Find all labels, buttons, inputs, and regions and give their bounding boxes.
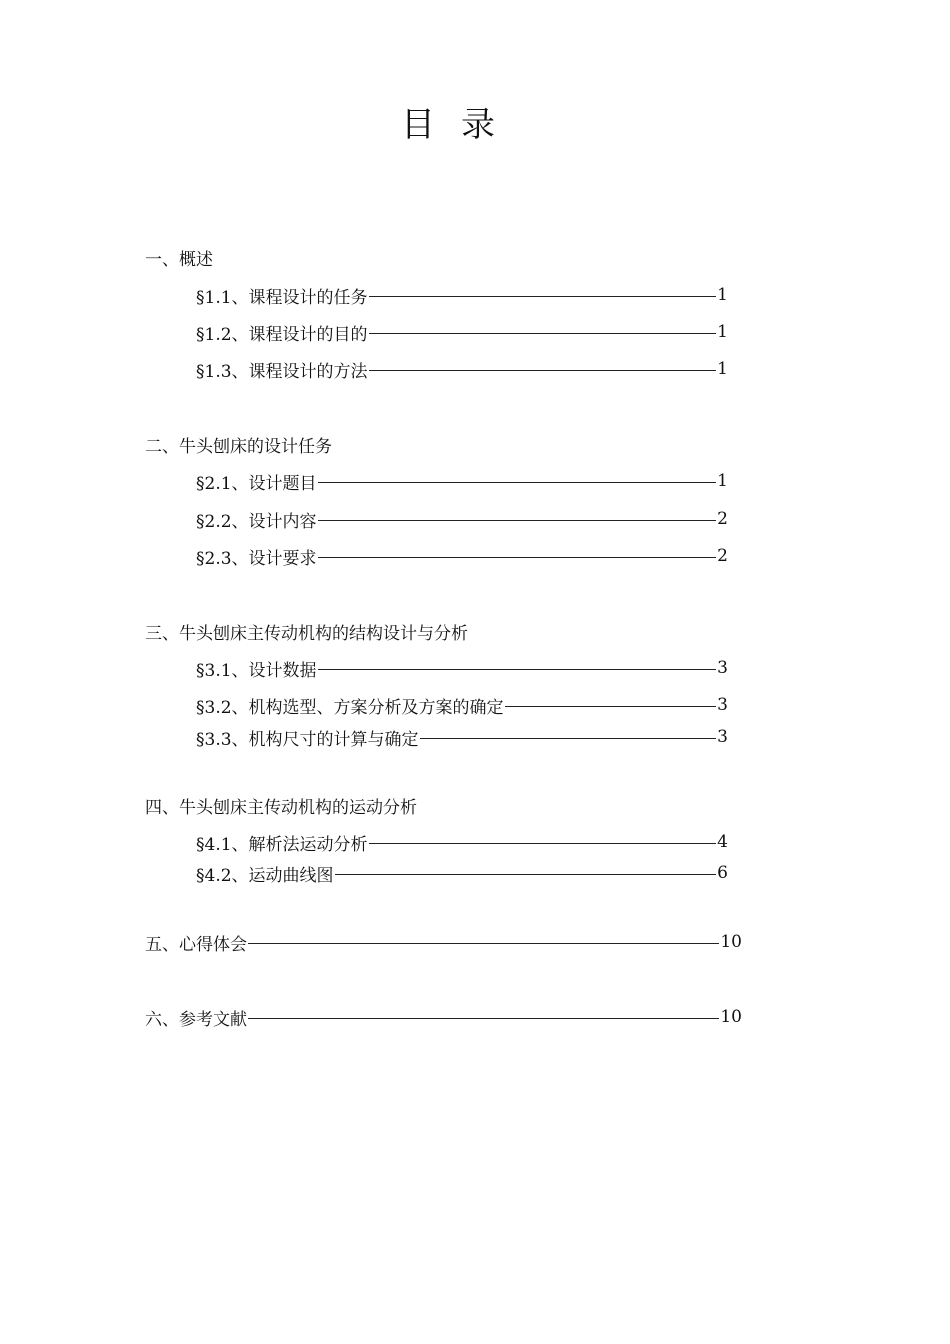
toc-item[interactable] [196,466,728,496]
toc-heading [145,429,332,459]
toc-leader [335,874,717,875]
toc-page-number: 3 [717,727,728,747]
toc-item[interactable] [196,541,728,571]
toc-leader [505,706,717,707]
toc-item[interactable] [196,690,728,720]
toc-leader [318,557,717,558]
toc-heading-text: 四、牛头刨床主传动机构的运动分析 [145,797,417,818]
toc-item[interactable] [196,722,728,752]
toc-item[interactable] [196,317,728,347]
toc-leader [369,370,717,371]
toc-entry-text: 六、参考文献 [145,1009,247,1030]
toc-item[interactable] [196,280,728,310]
toc-leader [369,296,717,297]
toc-page-number: 3 [717,695,728,715]
toc-page-number: 10 [720,1007,742,1027]
toc-item[interactable] [196,858,728,888]
toc-page-number: 1 [717,285,728,305]
toc-heading-text: 三、牛头刨床主传动机构的结构设计与分析 [145,623,468,644]
toc-leader [248,1018,719,1019]
toc-item-text: §1.3、课程设计的方法 [196,361,368,382]
toc-leader [248,943,719,944]
toc-heading-text: 二、牛头刨床的设计任务 [145,436,332,457]
toc-page-number: 2 [717,546,728,566]
toc-item-text: §3.2、机构选型、方案分析及方案的确定 [196,697,504,718]
toc-leader [318,669,717,670]
page-title [0,100,900,150]
toc-heading-text: 一、概述 [145,249,213,270]
toc-item-text: §2.2、设计内容 [196,511,317,532]
toc-item-text: §1.2、课程设计的目的 [196,324,368,345]
toc-item[interactable] [196,504,728,534]
toc-entry[interactable] [145,1002,742,1032]
toc-leader [318,520,717,521]
toc-item-text: §1.1、课程设计的任务 [196,287,368,308]
toc-leader [420,738,717,739]
title-char: 录 [461,105,499,145]
toc-item[interactable] [196,653,728,683]
toc-entry-text: 五、心得体会 [145,934,247,955]
toc-item-text: §4.1、解析法运动分析 [196,834,368,855]
toc-page-number: 2 [717,509,728,529]
title-char: 目 [401,105,439,145]
toc-leader [369,333,717,334]
toc-page-number: 6 [717,863,728,883]
toc-item-text: §4.2、运动曲线图 [196,865,334,886]
toc-page-number: 1 [717,471,728,491]
toc-page-number: 3 [717,658,728,678]
toc-item-text: §2.1、设计题目 [196,473,317,494]
toc-item-text: §3.3、机构尺寸的计算与确定 [196,729,419,750]
toc-page-number: 1 [717,322,728,342]
toc-page-number: 1 [717,359,728,379]
toc-leader [369,843,717,844]
toc-leader [318,482,717,483]
toc-entry[interactable] [145,927,742,957]
toc-item[interactable] [196,827,728,857]
toc-heading [145,616,468,646]
toc-heading [145,242,213,272]
toc-item[interactable] [196,354,728,384]
toc-page-number: 10 [720,932,742,952]
toc-item-text: §2.3、设计要求 [196,548,317,569]
toc-item-text: §3.1、设计数据 [196,660,317,681]
toc-heading [145,790,417,820]
toc-page-number: 4 [717,832,728,852]
